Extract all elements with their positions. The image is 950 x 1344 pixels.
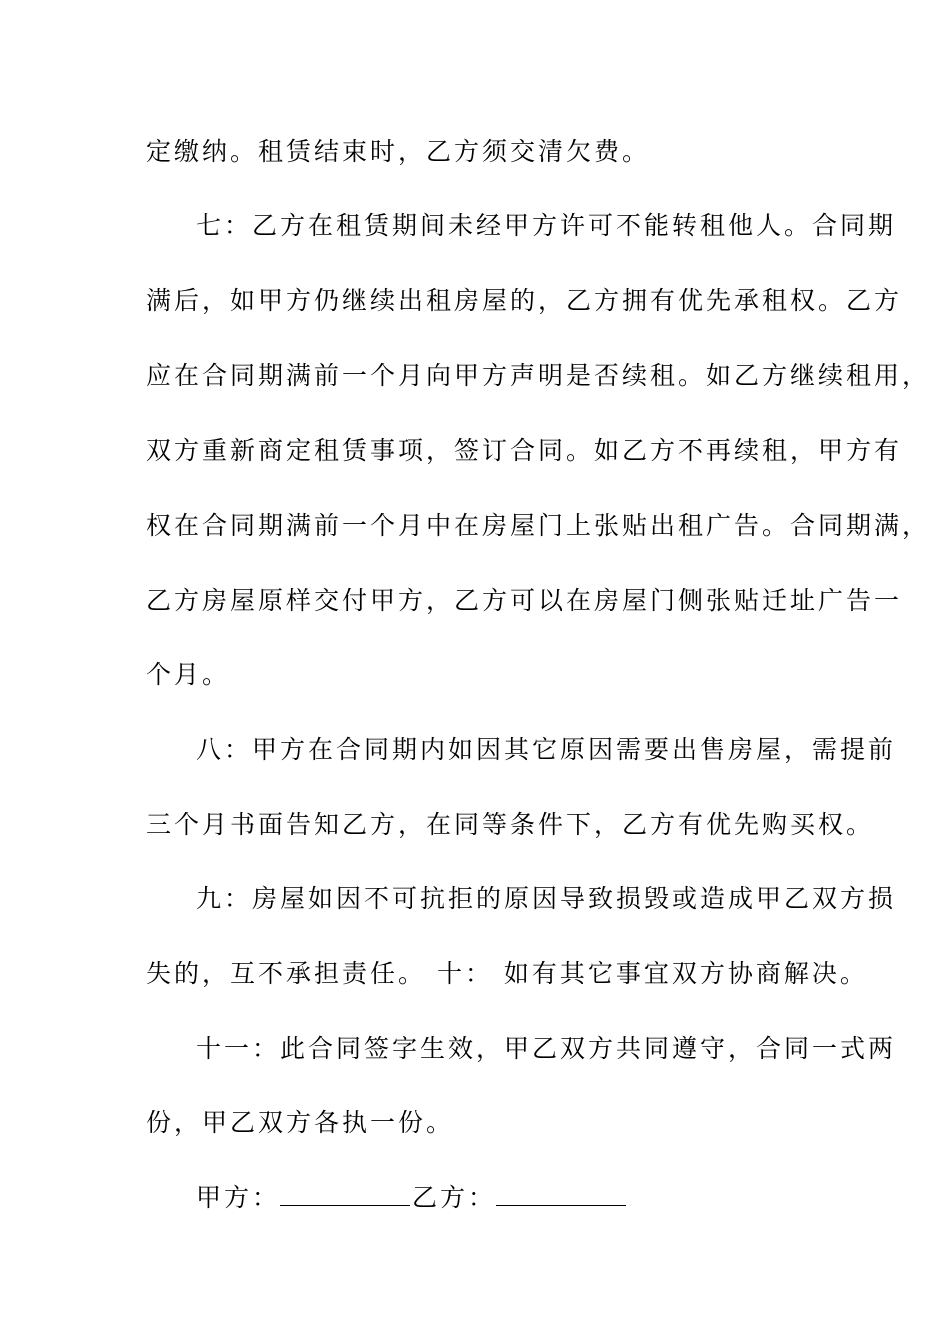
text-line: 定缴纳。租赁结束时，乙方须交清欠费。 [146,137,651,166]
text-line: 权在合同期满前一个月中在房屋门上张贴出租广告。合同期满， [146,511,931,540]
text-line: 失的，互不承担责任。 十： 如有其它事宜双方协商解决。 [146,959,868,988]
party-a-label: 甲方： [196,1183,281,1212]
party-b-label: 乙方： [412,1183,497,1212]
clause-11-start: 十一：此合同签字生效，甲乙双方共同遵守，合同一式两 [196,1034,897,1063]
text-line: 份，甲乙双方各执一份。 [146,1108,455,1137]
text-line: 应在合同期满前一个月向甲方声明是否续租。如乙方继续租用， [146,361,931,390]
text-line: 双方重新商定租赁事项，签订合同。如乙方不再续租，甲方有 [146,436,903,465]
text-line: 满后，如甲方仍继续出租房屋的，乙方拥有优先承租权。乙方 [146,286,903,315]
text-line: 三个月书面告知乙方，在同等条件下，乙方有优先购买权。 [146,810,875,839]
clause-9-start: 九：房屋如因不可抗拒的原因导致损毁或造成甲乙双方损 [196,884,897,913]
text-line: 个月。 [146,660,231,689]
text-line: 乙方房屋原样交付甲方，乙方可以在房屋门侧张贴迁址广告一 [146,586,903,615]
clause-7-start: 七：乙方在租赁期间未经甲方许可不能转租他人。合同期 [196,211,897,240]
clause-8-start: 八：甲方在合同期内如因其它原因需要出售房屋，需提前 [196,735,897,764]
signature-line [196,1183,628,1213]
party-a-signature-blank[interactable] [280,1183,410,1206]
party-b-signature-blank[interactable] [496,1183,626,1206]
